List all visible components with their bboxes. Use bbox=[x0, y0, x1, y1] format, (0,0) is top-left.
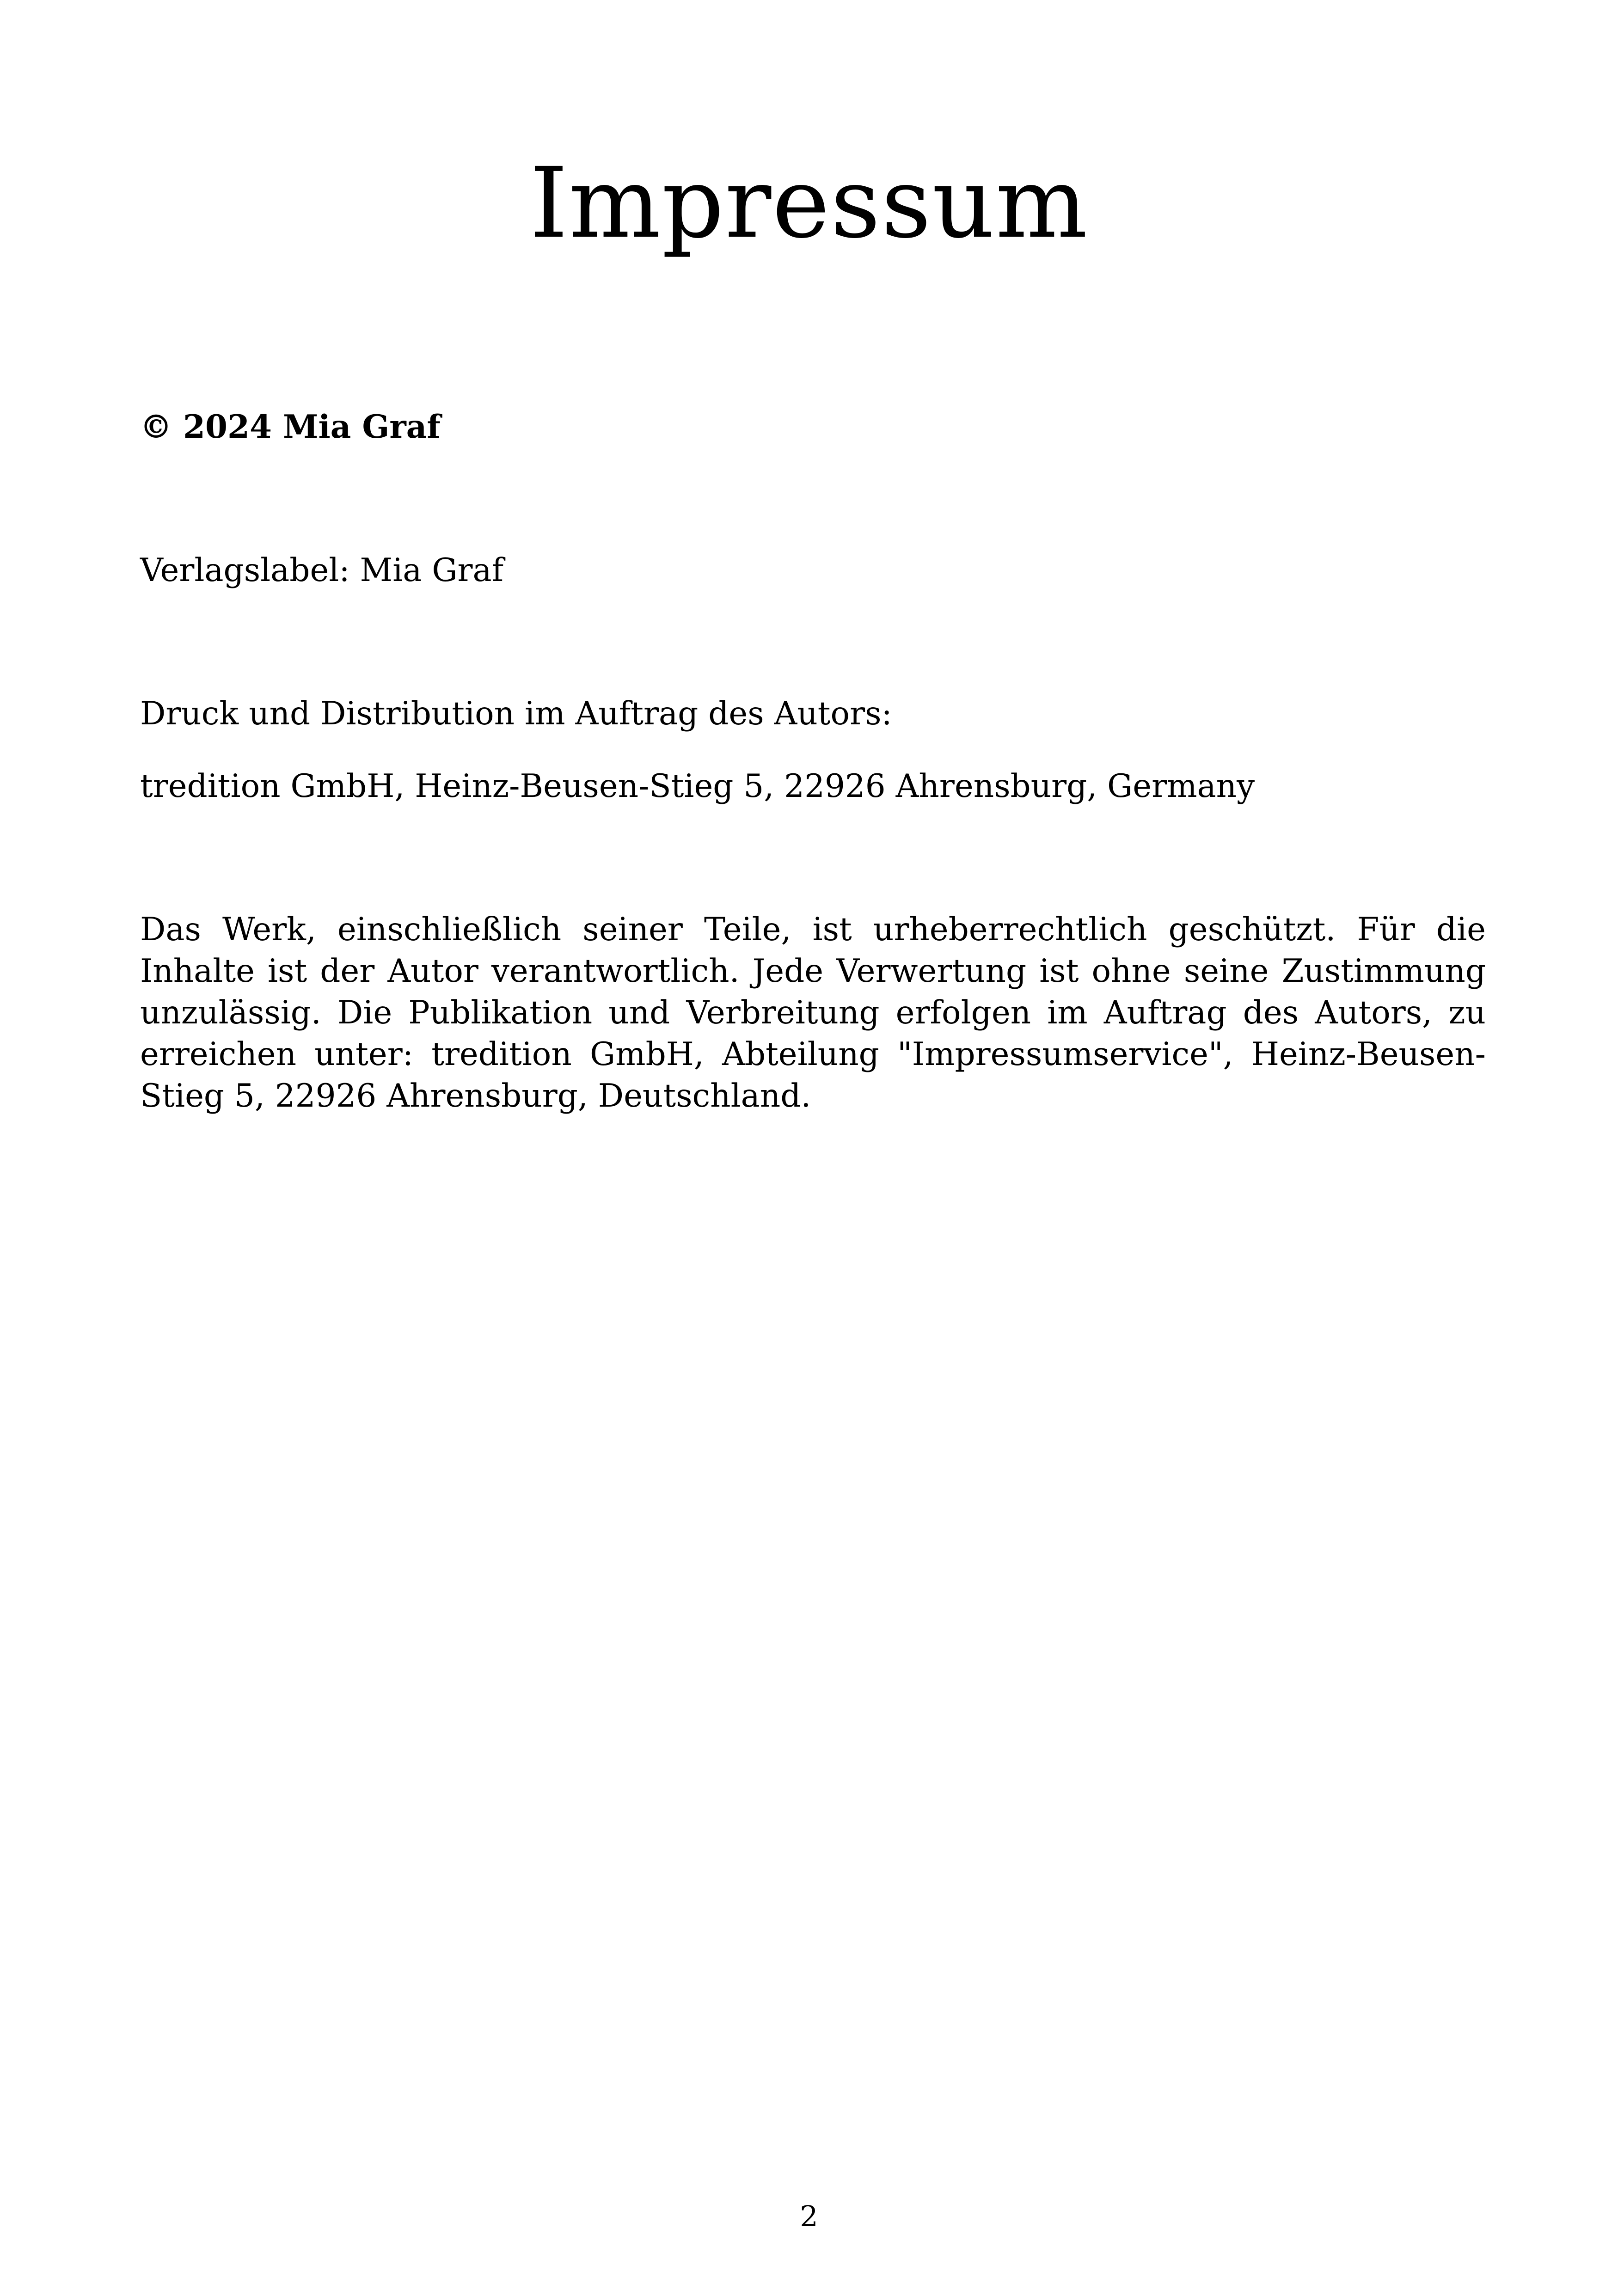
distribution-address: tredition GmbH, Heinz-Beusen-Stieg 5, 22926 Ahrensburg, Germany bbox=[140, 768, 1255, 805]
publisher-label: Verlagslabel: Mia Graf bbox=[140, 552, 504, 589]
distribution-heading: Druck und Distribution im Auftrag des Autors: bbox=[140, 695, 892, 732]
page-title: Impressum bbox=[529, 147, 1089, 260]
copyright-notice: © 2024 Mia Graf bbox=[140, 408, 441, 446]
page-number: 2 bbox=[800, 2199, 818, 2233]
legal-notice: Das Werk, einschließlich seiner Teile, ist urheberrechtlich geschützt. Für die Inhalte ist der Autor verantwortlich. Jede Verwertung ist ohne seine Zustimmung unzulässig. Die Publikation und Verbreitung erfolgen im Auftrag des Autors, zu erreichen unter: tredition GmbH, Abteilung "Impressumservice", Heinz-Beusen-Stieg 5, 22926 Ahrensburg, Deutschland. bbox=[140, 911, 1486, 1114]
